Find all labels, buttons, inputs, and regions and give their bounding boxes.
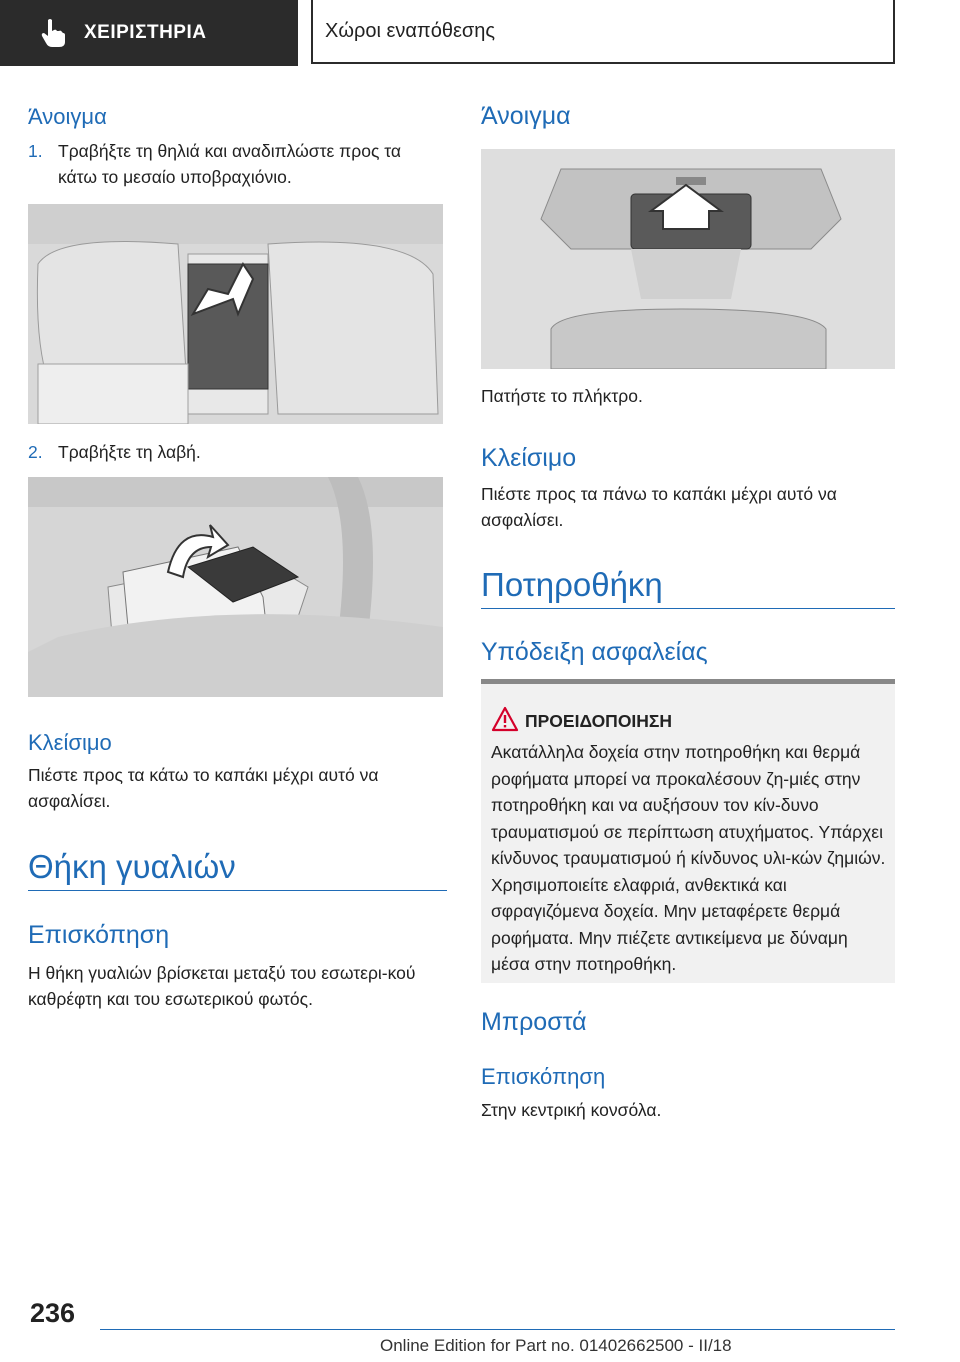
heading-open: Άνοιγμα (28, 104, 107, 129)
safety-heading-block (481, 638, 895, 667)
open-text-right: Πατήστε το πλήκτρο. (481, 386, 643, 406)
front-heading-block (481, 1008, 895, 1037)
section-rule (28, 890, 447, 891)
right-close-heading (481, 444, 895, 473)
armrest-illustration (28, 477, 443, 697)
front-overview-text: Στην κεντρική κονσόλα. (481, 1100, 662, 1120)
right-close-text-block (481, 481, 895, 533)
section-title: ΧΕΙΡΙΣΤΗΡΙΑ (84, 22, 207, 43)
heading-close: Κλείσιμο (28, 730, 112, 755)
chapter-box (311, 0, 895, 64)
heading-open-right: Άνοιγμα (481, 102, 571, 130)
warning-title: ΠΡΟΕΙΔΟΠΟΙΗΣΗ (525, 711, 673, 731)
section-tab (0, 0, 298, 66)
overhead-console-illustration (481, 149, 895, 369)
section-title-glasses: Θήκη γυαλιών (28, 848, 236, 885)
heading-front: Μπροστά (481, 1008, 587, 1036)
warning-triangle-icon (491, 706, 519, 732)
step-number: 1. (28, 141, 43, 161)
front-overview-text-block (481, 1097, 895, 1123)
overview-text-block (28, 960, 443, 1012)
glasses-case-image (481, 149, 895, 369)
page-number: 236 (30, 1298, 76, 1328)
glasses-case-title-block (28, 848, 443, 886)
hand-pointer-icon (40, 18, 66, 48)
step-number: 2. (28, 442, 43, 462)
footer-rule (100, 1329, 895, 1330)
front-overview-heading-block (481, 1064, 895, 1090)
step-text: Τραβήξτε τη θηλιά και αναδιπλώστε προς τα κάτω το μεσαίο υποβραχιόνιο. (58, 141, 402, 187)
step-1 (28, 138, 443, 190)
cupholder-title-block (481, 566, 895, 604)
page-header (0, 0, 960, 66)
armrest-handle-image (28, 477, 443, 697)
heading-overview: Επισκόπηση (28, 921, 170, 949)
right-open-heading (481, 102, 895, 131)
close-text: Πιέστε προς τα κάτω το καπάκι μέχρι αυτό να ασφαλίσει. (28, 765, 379, 811)
overview-text: Η θήκη γυαλιών βρίσκεται μεταξύ του εσωτερι-κού καθρέφτη και του εσωτερικού φωτός. (28, 963, 416, 1009)
press-button-text-block (481, 383, 895, 409)
warning-box (481, 679, 895, 983)
section-title-cupholder: Ποτηροθήκη (481, 566, 663, 603)
rear-seat-armrest-image (28, 204, 443, 424)
left-close-heading (28, 730, 443, 756)
rear-seat-illustration (28, 204, 443, 424)
left-close-text-block (28, 762, 443, 814)
close-text-right: Πιέστε προς τα πάνω το καπάκι μέχρι αυτό να ασφαλίσει. (481, 484, 837, 530)
heading-safety: Υπόδειξη ασφαλείας (481, 638, 708, 666)
section-rule (481, 608, 895, 609)
step-text: Τραβήξτε τη λαβή. (58, 442, 201, 462)
heading-front-overview: Επισκόπηση (481, 1064, 606, 1089)
heading-close-right: Κλείσιμο (481, 444, 577, 472)
step-2 (28, 439, 443, 465)
overview-heading-block (28, 921, 443, 950)
warning-text: Ακατάλληλα δοχεία στην ποτηροθήκη και θερμά ροφήματα μπορεί να προκαλέσουν ζη-μιές στην ποτηροθήκη και να αυξήσουν τον κίν-δυνο τραυματισμού σε περίπτωση ατυχήματος. Υπάρχει κίνδυνος τραυματισμού ή κίνδυνος υλι-κών ζημιών. Χρησιμοποιείτε ελαφριά, ανθεκτικά και σφραγιζόμενα δοχεία. Μην μεταφέρετε θερμά ροφήματα. Μην πιέζετε αντικείμενα με δύναμη μέσα στην ποτηροθήκη. (491, 742, 886, 974)
edition-text: Online Edition for Part no. 01402662500 - II/18 (380, 1336, 732, 1355)
chapter-title: Χώροι εναπόθεσης (325, 19, 495, 42)
left-open-heading (28, 104, 443, 130)
